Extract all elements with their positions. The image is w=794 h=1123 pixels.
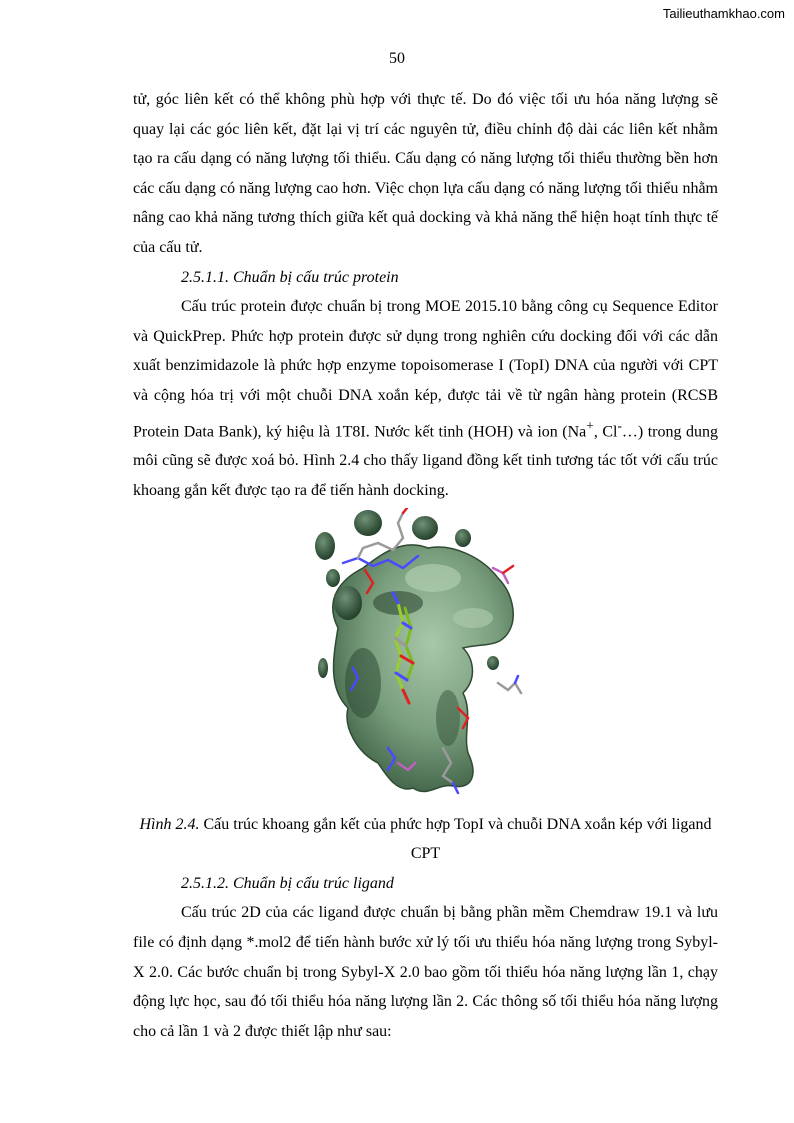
watermark: Tailieuthamkhao.com: [662, 6, 785, 21]
sodium-charge: +: [586, 417, 594, 433]
figure-binding-pocket: [133, 508, 718, 808]
figure-caption: [133, 810, 718, 869]
paragraph-intro: tử, góc liên kết có thể không phù hợp với thực tế. Do đó việc tối ưu hóa năng lượng sẽ quay lại các góc liên kết, đặt lại vị trí các nguyên tử, điều chỉnh độ dài các liên kết nhằm tạo ra cấu dạng có năng lượng tối thiểu. Cấu dạng có năng lượng tối thiểu thường bền hơn các cấu dạng có năng lượng cao hơn. Việc chọn lựa cấu dạng có năng lượng tối thiểu nhằm nâng cao khả năng tương thích giữa kết quả docking và khả năng thể hiện hoạt tính thực tế của cấu tử.: [133, 91, 718, 256]
protein-text-2: , Cl: [593, 422, 618, 440]
paragraph-ligand: Cấu trúc 2D của các ligand được chuẩn bị bằng phần mềm Chemdraw 19.1 và lưu file có định dạng *.mol2 để tiến hành bước xử lý tối ưu thiểu hóa năng lượng trong Sybyl-X 2.0. Các bước chuẩn bị trong Sybyl-X 2.0 bao gồm tối thiểu hóa năng lượng lần 1, chạy động lực học, sau đó tối thiểu hóa năng lượng lần 2. Các thông số tối thiểu hóa năng lượng cho cả lần 1 và 2 được thiết lập như sau:: [133, 904, 718, 1040]
section-heading-protein: 2.5.1.1. Chuẩn bị cấu trúc protein: [181, 268, 399, 286]
section-heading-ligand: 2.5.1.2. Chuẩn bị cấu trúc ligand: [181, 874, 394, 892]
binding-pocket-image: [303, 508, 533, 803]
protein-text-1: Cấu trúc protein được chuẩn bị trong MOE 2015.10 bằng công cụ Sequence Editor và QuickPrep. Phức hợp protein được sử dụng trong nghiên cứu docking đối với các dẫn xuất benzimidazole là phức hợp enzyme topoisomerase I (TopI) DNA của người với CPT và cộng hóa trị với một chuỗi DNA xoắn kép, được tải về từ ngân hàng protein (RCSB Protein Data Bank), ký hiệu là 1T8I. Nước kết tinh (HOH) và ion (Na: [133, 298, 718, 440]
paragraph-protein: [133, 292, 718, 505]
chloride-charge: -: [617, 417, 622, 433]
figure-label: Hình 2.4.: [139, 815, 200, 833]
page-content: [133, 85, 718, 1046]
protein-text-3: …) trong dung môi cũng sẽ được xoá bỏ. Hình 2.4 cho thấy ligand đồng kết tinh tương tác tốt với cấu trúc khoang gắn kết được tạo ra để tiến hành docking.: [133, 422, 719, 500]
page-number: 50: [389, 50, 405, 67]
figure-caption-text: Cấu trúc khoang gắn kết của phức hợp TopI và chuỗi DNA xoắn kép với ligand CPT: [199, 815, 712, 863]
